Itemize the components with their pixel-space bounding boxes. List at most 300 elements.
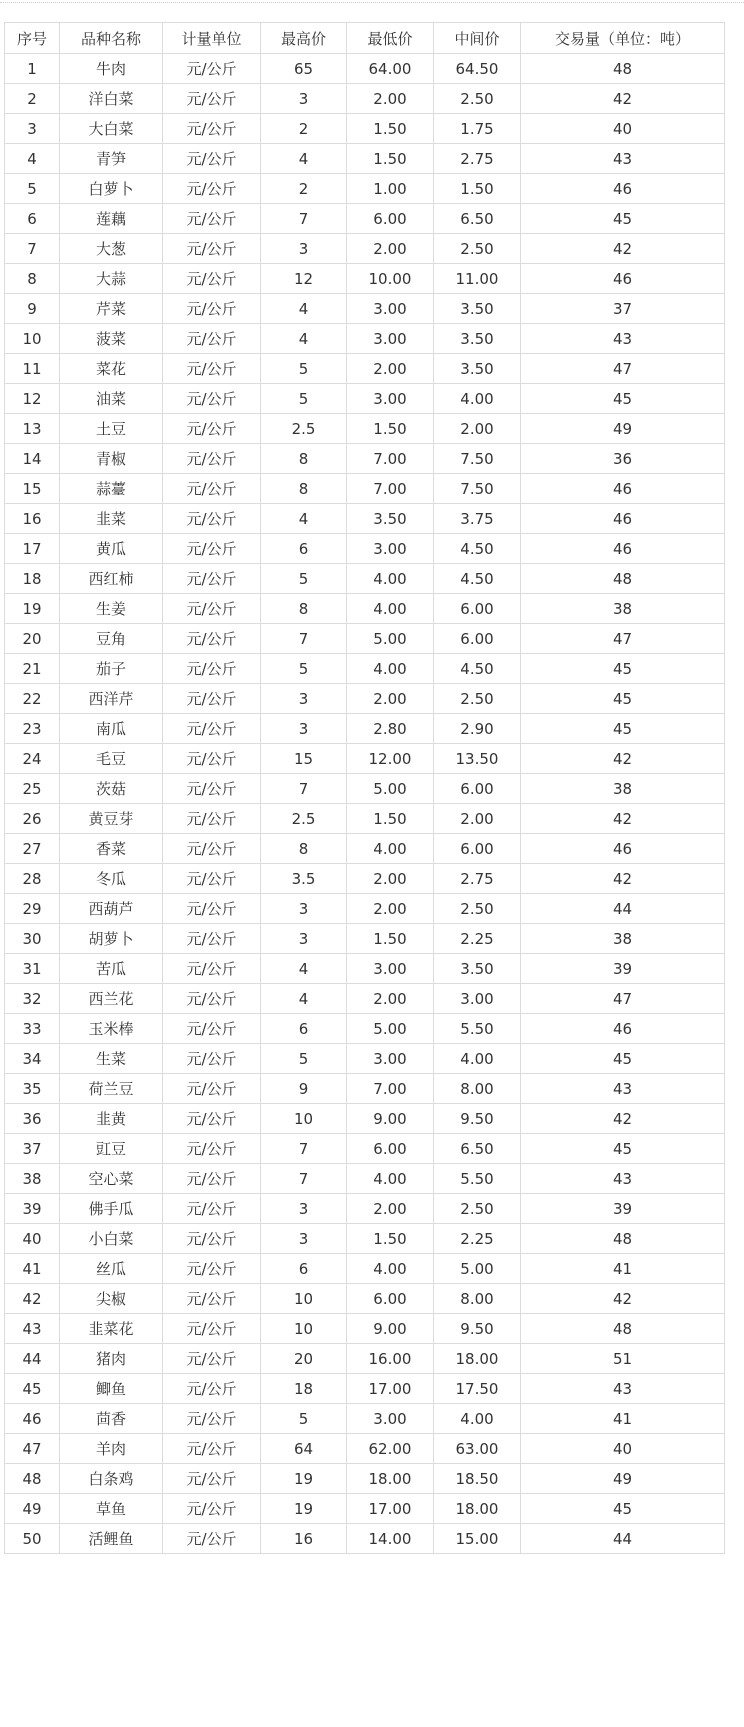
unit-cell: 元/公斤 [163,1344,261,1374]
variety-name-cell: 菜花 [60,354,163,384]
variety-name-cell: 黄瓜 [60,534,163,564]
middle-price-cell: 4.50 [434,564,521,594]
serial-number-cell: 35 [5,1074,60,1104]
table-row [5,1134,725,1164]
serial-number-cell: 48 [5,1464,60,1494]
highest-price-cell: 3 [261,234,347,264]
lowest-price-cell: 16.00 [347,1344,434,1374]
middle-price-cell: 3.50 [434,294,521,324]
lowest-price-cell: 4.00 [347,834,434,864]
lowest-price-cell: 4.00 [347,594,434,624]
variety-name-cell: 空心菜 [60,1164,163,1194]
trade-volume-cell: 43 [521,1374,725,1404]
trade-volume-cell: 48 [521,1224,725,1254]
trade-volume-cell: 45 [521,714,725,744]
table-row [5,444,725,474]
header-lowest-price: 最低价 [347,23,434,54]
lowest-price-cell: 1.00 [347,174,434,204]
unit-cell: 元/公斤 [163,354,261,384]
unit-cell: 元/公斤 [163,804,261,834]
unit-cell: 元/公斤 [163,234,261,264]
highest-price-cell: 2 [261,114,347,144]
middle-price-cell: 2.00 [434,414,521,444]
serial-number-cell: 36 [5,1104,60,1134]
unit-cell: 元/公斤 [163,324,261,354]
unit-cell: 元/公斤 [163,744,261,774]
highest-price-cell: 8 [261,474,347,504]
highest-price-cell: 3 [261,894,347,924]
variety-name-cell: 猪肉 [60,1344,163,1374]
lowest-price-cell: 2.00 [347,1194,434,1224]
serial-number-cell: 21 [5,654,60,684]
highest-price-cell: 5 [261,384,347,414]
variety-name-cell: 大葱 [60,234,163,264]
serial-number-cell: 23 [5,714,60,744]
variety-name-cell: 草鱼 [60,1494,163,1524]
table-row [5,774,725,804]
middle-price-cell: 3.50 [434,324,521,354]
lowest-price-cell: 64.00 [347,54,434,84]
header-middle-price: 中间价 [434,23,521,54]
trade-volume-cell: 43 [521,144,725,174]
unit-cell: 元/公斤 [163,1074,261,1104]
unit-cell: 元/公斤 [163,1404,261,1434]
serial-number-cell: 39 [5,1194,60,1224]
unit-cell: 元/公斤 [163,654,261,684]
highest-price-cell: 6 [261,534,347,564]
serial-number-cell: 46 [5,1404,60,1434]
serial-number-cell: 13 [5,414,60,444]
unit-cell: 元/公斤 [163,684,261,714]
table-row [5,144,725,174]
middle-price-cell: 2.75 [434,144,521,174]
table-row [5,834,725,864]
table-row [5,1524,725,1554]
middle-price-cell: 9.50 [434,1314,521,1344]
lowest-price-cell: 2.80 [347,714,434,744]
lowest-price-cell: 5.00 [347,1014,434,1044]
highest-price-cell: 2.5 [261,804,347,834]
lowest-price-cell: 9.00 [347,1314,434,1344]
serial-number-cell: 31 [5,954,60,984]
trade-volume-cell: 39 [521,1194,725,1224]
variety-name-cell: 油菜 [60,384,163,414]
trade-volume-cell: 43 [521,1074,725,1104]
serial-number-cell: 12 [5,384,60,414]
lowest-price-cell: 5.00 [347,774,434,804]
trade-volume-cell: 43 [521,324,725,354]
table-row [5,294,725,324]
trade-volume-cell: 45 [521,384,725,414]
unit-cell: 元/公斤 [163,924,261,954]
trade-volume-cell: 44 [521,1524,725,1554]
unit-cell: 元/公斤 [163,384,261,414]
unit-cell: 元/公斤 [163,594,261,624]
lowest-price-cell: 4.00 [347,654,434,684]
serial-number-cell: 29 [5,894,60,924]
highest-price-cell: 19 [261,1494,347,1524]
lowest-price-cell: 17.00 [347,1374,434,1404]
serial-number-cell: 8 [5,264,60,294]
serial-number-cell: 34 [5,1044,60,1074]
unit-cell: 元/公斤 [163,1434,261,1464]
serial-number-cell: 1 [5,54,60,84]
trade-volume-cell: 49 [521,1464,725,1494]
table-row [5,1464,725,1494]
table-header [5,23,725,54]
unit-cell: 元/公斤 [163,204,261,234]
serial-number-cell: 47 [5,1434,60,1464]
highest-price-cell: 5 [261,1404,347,1434]
table-row [5,1404,725,1434]
middle-price-cell: 6.00 [434,594,521,624]
serial-number-cell: 37 [5,1134,60,1164]
variety-name-cell: 荷兰豆 [60,1074,163,1104]
trade-volume-cell: 42 [521,84,725,114]
highest-price-cell: 4 [261,954,347,984]
variety-name-cell: 大白菜 [60,114,163,144]
lowest-price-cell: 6.00 [347,1284,434,1314]
highest-price-cell: 3 [261,84,347,114]
variety-name-cell: 土豆 [60,414,163,444]
trade-volume-cell: 45 [521,204,725,234]
header-variety-name: 品种名称 [60,23,163,54]
middle-price-cell: 2.50 [434,894,521,924]
serial-number-cell: 41 [5,1254,60,1284]
variety-name-cell: 鲫鱼 [60,1374,163,1404]
table-row [5,1254,725,1284]
serial-number-cell: 7 [5,234,60,264]
table-row [5,324,725,354]
unit-cell: 元/公斤 [163,564,261,594]
trade-volume-cell: 46 [521,1014,725,1044]
highest-price-cell: 19 [261,1464,347,1494]
header-serial-number: 序号 [5,23,60,54]
variety-name-cell: 胡萝卜 [60,924,163,954]
highest-price-cell: 64 [261,1434,347,1464]
table-row [5,84,725,114]
trade-volume-cell: 36 [521,444,725,474]
highest-price-cell: 5 [261,564,347,594]
variety-name-cell: 生姜 [60,594,163,624]
unit-cell: 元/公斤 [163,474,261,504]
table-row [5,1494,725,1524]
middle-price-cell: 13.50 [434,744,521,774]
highest-price-cell: 20 [261,1344,347,1374]
highest-price-cell: 10 [261,1314,347,1344]
middle-price-cell: 15.00 [434,1524,521,1554]
unit-cell: 元/公斤 [163,504,261,534]
unit-cell: 元/公斤 [163,144,261,174]
lowest-price-cell: 2.00 [347,984,434,1014]
highest-price-cell: 4 [261,324,347,354]
serial-number-cell: 27 [5,834,60,864]
middle-price-cell: 2.25 [434,924,521,954]
header-row [5,23,725,54]
middle-price-cell: 5.00 [434,1254,521,1284]
serial-number-cell: 43 [5,1314,60,1344]
table-row [5,654,725,684]
table-row [5,54,725,84]
highest-price-cell: 3.5 [261,864,347,894]
serial-number-cell: 32 [5,984,60,1014]
table-row [5,174,725,204]
serial-number-cell: 5 [5,174,60,204]
variety-name-cell: 活鲤鱼 [60,1524,163,1554]
middle-price-cell: 2.25 [434,1224,521,1254]
lowest-price-cell: 3.00 [347,384,434,414]
trade-volume-cell: 41 [521,1254,725,1284]
trade-volume-cell: 48 [521,564,725,594]
trade-volume-cell: 40 [521,1434,725,1464]
serial-number-cell: 18 [5,564,60,594]
serial-number-cell: 24 [5,744,60,774]
unit-cell: 元/公斤 [163,1314,261,1344]
unit-cell: 元/公斤 [163,1224,261,1254]
trade-volume-cell: 42 [521,1104,725,1134]
serial-number-cell: 28 [5,864,60,894]
variety-name-cell: 黄豆芽 [60,804,163,834]
table-row [5,1224,725,1254]
lowest-price-cell: 2.00 [347,864,434,894]
middle-price-cell: 5.50 [434,1014,521,1044]
variety-name-cell: 茴香 [60,1404,163,1434]
trade-volume-cell: 46 [521,504,725,534]
middle-price-cell: 2.50 [434,1194,521,1224]
lowest-price-cell: 2.00 [347,684,434,714]
variety-name-cell: 西洋芹 [60,684,163,714]
table-row [5,504,725,534]
highest-price-cell: 5 [261,1044,347,1074]
unit-cell: 元/公斤 [163,834,261,864]
unit-cell: 元/公斤 [163,1014,261,1044]
highest-price-cell: 16 [261,1524,347,1554]
table-row [5,1284,725,1314]
variety-name-cell: 韭菜花 [60,1314,163,1344]
highest-price-cell: 3 [261,1194,347,1224]
table-row [5,924,725,954]
unit-cell: 元/公斤 [163,54,261,84]
lowest-price-cell: 10.00 [347,264,434,294]
serial-number-cell: 33 [5,1014,60,1044]
middle-price-cell: 2.75 [434,864,521,894]
trade-volume-cell: 42 [521,864,725,894]
table-row [5,1074,725,1104]
trade-volume-cell: 48 [521,1314,725,1344]
trade-volume-cell: 49 [521,414,725,444]
trade-volume-cell: 45 [521,1494,725,1524]
table-row [5,204,725,234]
middle-price-cell: 7.50 [434,474,521,504]
table-row [5,1374,725,1404]
trade-volume-cell: 47 [521,354,725,384]
table-row [5,1104,725,1134]
highest-price-cell: 4 [261,294,347,324]
lowest-price-cell: 1.50 [347,414,434,444]
highest-price-cell: 6 [261,1254,347,1284]
lowest-price-cell: 3.00 [347,1404,434,1434]
trade-volume-cell: 45 [521,684,725,714]
table-row [5,534,725,564]
highest-price-cell: 5 [261,354,347,384]
middle-price-cell: 4.00 [434,1044,521,1074]
unit-cell: 元/公斤 [163,954,261,984]
unit-cell: 元/公斤 [163,864,261,894]
serial-number-cell: 3 [5,114,60,144]
lowest-price-cell: 2.00 [347,354,434,384]
variety-name-cell: 南瓜 [60,714,163,744]
variety-name-cell: 羊肉 [60,1434,163,1464]
lowest-price-cell: 2.00 [347,234,434,264]
variety-name-cell: 小白菜 [60,1224,163,1254]
lowest-price-cell: 2.00 [347,894,434,924]
unit-cell: 元/公斤 [163,1464,261,1494]
highest-price-cell: 10 [261,1284,347,1314]
unit-cell: 元/公斤 [163,1524,261,1554]
table-row [5,1014,725,1044]
header-highest-price: 最高价 [261,23,347,54]
variety-name-cell: 香菜 [60,834,163,864]
trade-volume-cell: 45 [521,654,725,684]
highest-price-cell: 2.5 [261,414,347,444]
serial-number-cell: 11 [5,354,60,384]
trade-volume-cell: 38 [521,924,725,954]
variety-name-cell: 白萝卜 [60,174,163,204]
unit-cell: 元/公斤 [163,414,261,444]
variety-name-cell: 洋白菜 [60,84,163,114]
middle-price-cell: 4.00 [434,1404,521,1434]
price-table [4,22,725,1554]
table-row [5,384,725,414]
trade-volume-cell: 39 [521,954,725,984]
variety-name-cell: 青椒 [60,444,163,474]
unit-cell: 元/公斤 [163,444,261,474]
unit-cell: 元/公斤 [163,1104,261,1134]
variety-name-cell: 菠菜 [60,324,163,354]
serial-number-cell: 6 [5,204,60,234]
highest-price-cell: 10 [261,1104,347,1134]
middle-price-cell: 3.75 [434,504,521,534]
highest-price-cell: 2 [261,174,347,204]
trade-volume-cell: 40 [521,114,725,144]
lowest-price-cell: 4.00 [347,1164,434,1194]
lowest-price-cell: 1.50 [347,114,434,144]
middle-price-cell: 5.50 [434,1164,521,1194]
variety-name-cell: 芹菜 [60,294,163,324]
trade-volume-cell: 47 [521,624,725,654]
variety-name-cell: 茄子 [60,654,163,684]
lowest-price-cell: 3.00 [347,1044,434,1074]
table-row [5,954,725,984]
middle-price-cell: 64.50 [434,54,521,84]
highest-price-cell: 65 [261,54,347,84]
variety-name-cell: 西葫芦 [60,894,163,924]
lowest-price-cell: 7.00 [347,1074,434,1104]
lowest-price-cell: 3.50 [347,504,434,534]
highest-price-cell: 8 [261,594,347,624]
highest-price-cell: 7 [261,624,347,654]
unit-cell: 元/公斤 [163,1374,261,1404]
middle-price-cell: 2.50 [434,84,521,114]
highest-price-cell: 9 [261,1074,347,1104]
highest-price-cell: 5 [261,654,347,684]
serial-number-cell: 19 [5,594,60,624]
middle-price-cell: 2.00 [434,804,521,834]
middle-price-cell: 3.50 [434,354,521,384]
lowest-price-cell: 6.00 [347,204,434,234]
table-body [5,54,725,1554]
trade-volume-cell: 46 [521,534,725,564]
middle-price-cell: 4.50 [434,654,521,684]
unit-cell: 元/公斤 [163,534,261,564]
middle-price-cell: 17.50 [434,1374,521,1404]
highest-price-cell: 4 [261,984,347,1014]
unit-cell: 元/公斤 [163,1164,261,1194]
table-row [5,264,725,294]
trade-volume-cell: 42 [521,234,725,264]
middle-price-cell: 7.50 [434,444,521,474]
serial-number-cell: 49 [5,1494,60,1524]
unit-cell: 元/公斤 [163,84,261,114]
serial-number-cell: 38 [5,1164,60,1194]
lowest-price-cell: 1.50 [347,804,434,834]
unit-cell: 元/公斤 [163,894,261,924]
serial-number-cell: 14 [5,444,60,474]
table-row [5,744,725,774]
highest-price-cell: 8 [261,444,347,474]
lowest-price-cell: 3.00 [347,534,434,564]
lowest-price-cell: 62.00 [347,1434,434,1464]
unit-cell: 元/公斤 [163,1134,261,1164]
variety-name-cell: 丝瓜 [60,1254,163,1284]
trade-volume-cell: 46 [521,264,725,294]
trade-volume-cell: 42 [521,744,725,774]
trade-volume-cell: 48 [521,54,725,84]
middle-price-cell: 11.00 [434,264,521,294]
table-row [5,1314,725,1344]
lowest-price-cell: 7.00 [347,444,434,474]
trade-volume-cell: 41 [521,1404,725,1434]
middle-price-cell: 18.00 [434,1494,521,1524]
highest-price-cell: 3 [261,714,347,744]
lowest-price-cell: 18.00 [347,1464,434,1494]
highest-price-cell: 3 [261,684,347,714]
variety-name-cell: 蒜薹 [60,474,163,504]
lowest-price-cell: 9.00 [347,1104,434,1134]
middle-price-cell: 6.00 [434,834,521,864]
variety-name-cell: 佛手瓜 [60,1194,163,1224]
highest-price-cell: 18 [261,1374,347,1404]
middle-price-cell: 18.00 [434,1344,521,1374]
variety-name-cell: 韭黄 [60,1104,163,1134]
lowest-price-cell: 2.00 [347,84,434,114]
variety-name-cell: 豇豆 [60,1134,163,1164]
middle-price-cell: 6.50 [434,204,521,234]
table-row [5,564,725,594]
unit-cell: 元/公斤 [163,984,261,1014]
highest-price-cell: 4 [261,504,347,534]
trade-volume-cell: 42 [521,1284,725,1314]
table-row [5,894,725,924]
serial-number-cell: 26 [5,804,60,834]
unit-cell: 元/公斤 [163,1284,261,1314]
lowest-price-cell: 5.00 [347,624,434,654]
table-row [5,1434,725,1464]
trade-volume-cell: 45 [521,1044,725,1074]
trade-volume-cell: 51 [521,1344,725,1374]
table-row [5,1194,725,1224]
middle-price-cell: 1.50 [434,174,521,204]
